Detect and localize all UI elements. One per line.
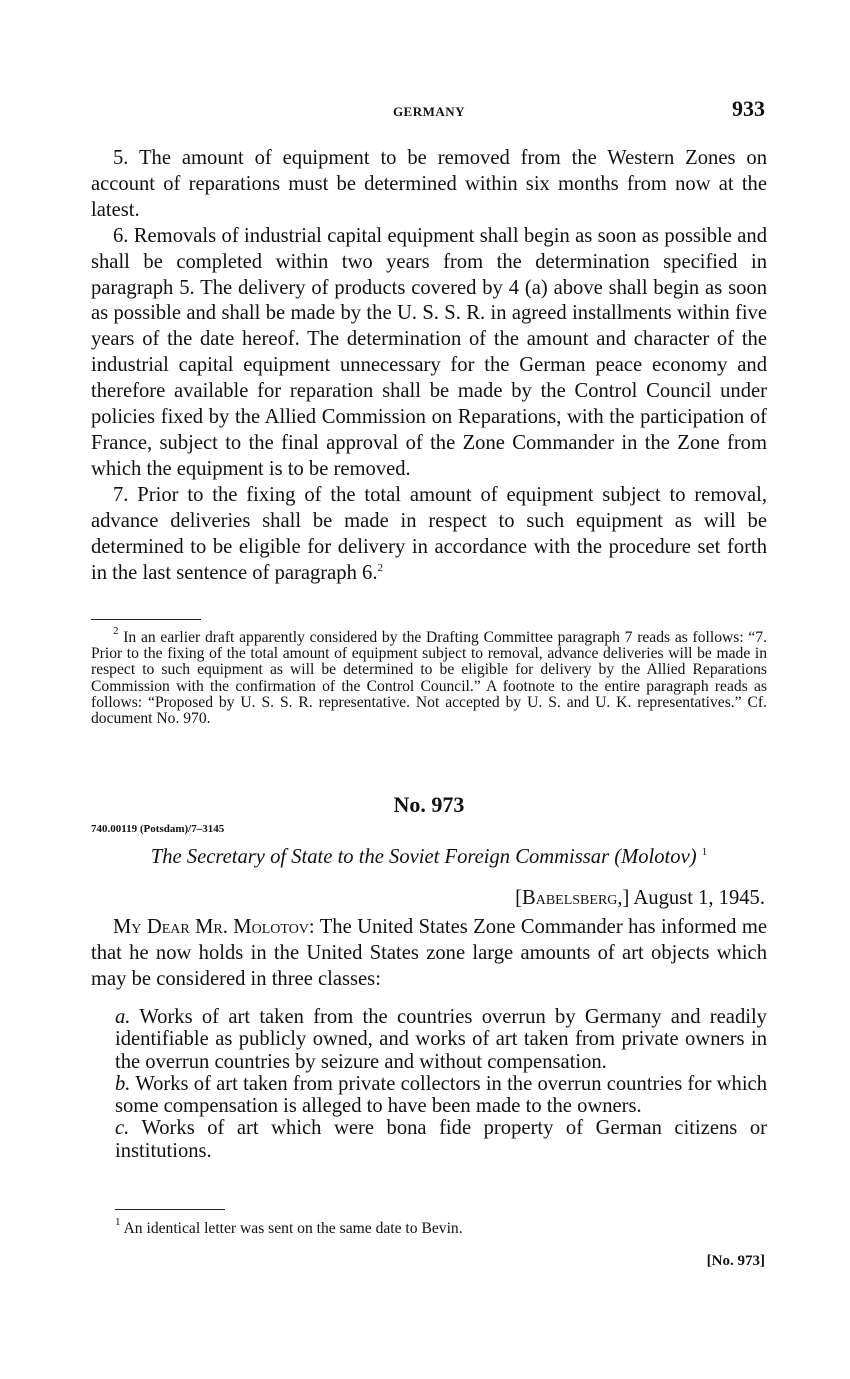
salutation: My Dear Mr. Molotov: [113,916,315,938]
dateline [515,887,765,910]
running-head-title: GERMANY [392,104,466,119]
document-title-text: The Secretary of State to the Soviet Foreign Commissar (Molotov) [150,846,697,868]
footnote-2-marker: 2 [113,625,119,637]
letter-opening-text: The United States Zone Commander has informed me that he now holds in the United States zone large amounts of art objects which may be considered in three classes: [91,916,767,990]
document-number: No. 973 [393,792,465,817]
paragraph-5: 5. The amount of equipment to be removed from the Western Zones on account of reparations must be determined within six months from now at the latest. [91,147,767,221]
footnote-reference-2: 2 [377,561,383,574]
running-head [91,96,767,126]
footnote-1-marker: 1 [115,1216,121,1228]
footnote-divider [115,1209,225,1210]
footnote-1-text: An identical letter was sent on the same date to Bevin. [123,1220,463,1237]
document-title [91,846,767,869]
footnote-1 [115,1216,767,1238]
list-item [115,1073,767,1118]
list-item-text: Works of art which were bona fide property of German citizens or institutions. [115,1117,767,1162]
file-number: 740.00119 (Potsdam)/7–3145 [91,823,225,835]
footnote-2-text: In an earlier draft apparently considered by the Drafting Committee paragraph 7 reads as follows: “7. Prior to the fixing of the total amount of equipment subject to removal, advance deliveries will be made in respect to such equipment as will be determined to be eligible for delivery by the Allied Reparations Commission with the confirmation of the Control Council.” A footnote to the entire paragraph reads as follows: “Proposed by U. S. S. R. representative. Not accepted by U. S. and U. K. representatives.” Cf. document No. 970. [91,629,767,728]
list-item-letter: b. [115,1072,131,1095]
paragraph-7-text: 7. Prior to the fixing of the total amount of equipment subject to removal, advance deliveries shall be made in respect to such equipment as will be determined to be eligible for delivery in accordance with the procedure set forth in the last sentence of paragraph 6. [91,483,767,584]
dateline-date: August 1, 1945. [633,887,765,909]
body-text [91,146,767,586]
list-item-text: Works of art taken from private collectors in the overrun countries for which some compensation is alleged to have been made to the owners. [115,1072,767,1118]
list-item [115,1117,767,1162]
letter-opening [91,915,767,993]
footnote-2 [91,625,767,728]
footnote-reference-1: 1 [701,846,708,858]
list-item-text: Works of art taken from the countries overrun by Germany and readily identifiable as publicly owned, and works of art taken from private owners in the overrun countries by seizure and without compensation. [115,1006,767,1073]
paragraph-7 [91,483,767,587]
catchword: [No. 973] [706,1253,765,1269]
dateline-place: [Babelsberg,] [515,887,630,909]
list-item [115,1006,767,1073]
page-number: 933 [732,96,765,121]
paragraph-6: 6. Removals of industrial capital equipment shall begin as soon as possible and shall be completed within two years from the determination specified in paragraph 5. The delivery of products covered by 4 (a) above shall begin as soon as possible and shall be made by the U. S. S. R. in agreed installments within five years of the date hereof. The determination of the amount and character of the industrial capital equipment unnecessary for the German peace economy and therefore available for reparation shall be made by the Control Council under policies fixed by the Allied Commission on Reparations, with the participation of France, subject to the final approval of the Zone Commander in the Zone from which the equipment is to be removed. [91,224,767,480]
list-item-letter: a. [115,1006,131,1028]
art-classes-list [115,1006,767,1162]
list-item-letter: c. [115,1117,130,1140]
footnote-divider [91,619,201,620]
